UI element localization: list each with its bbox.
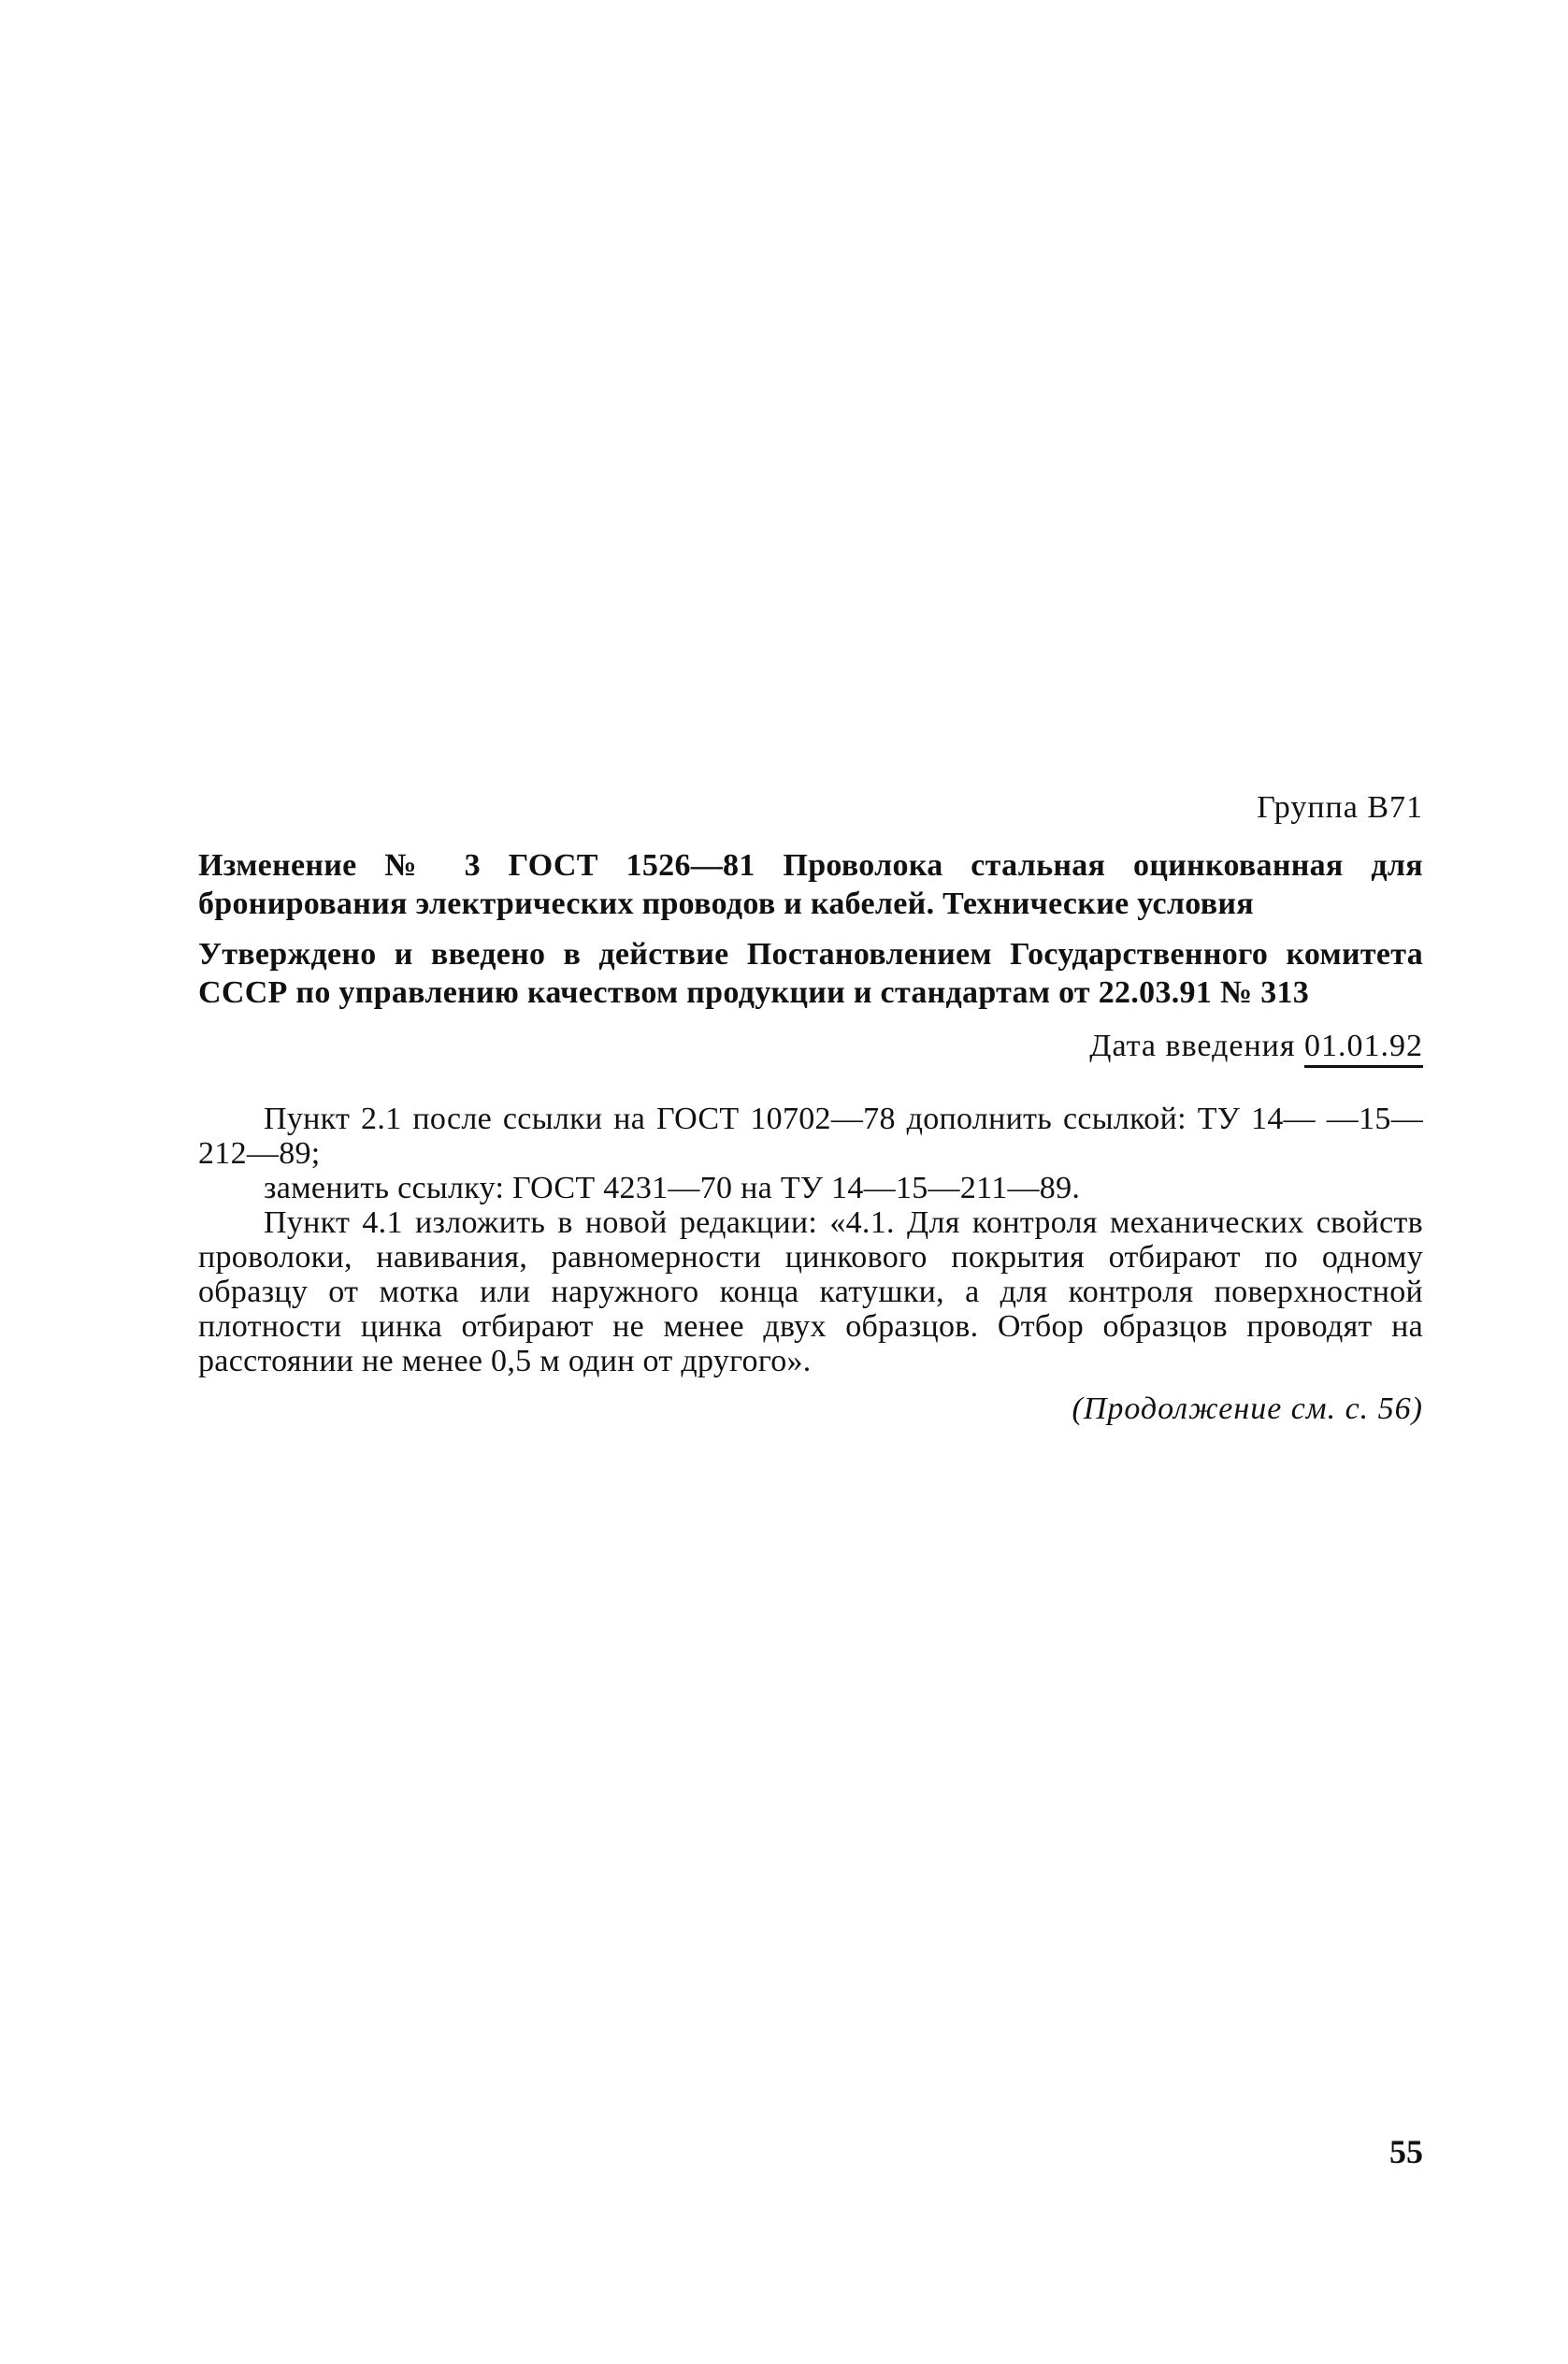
paragraph-4-1-text: Пункт 4.1 изложить в новой редакции: «4.1. Для контроля механических свойств проволоки, навивания, равномерности цинкового покрытия отбирают по одному образцу от мотка или наружного конца катушки, а для контроля поверхностной плотности цинка отбирают не менее двух образцов. Отбор образцов проводят на расстоянии не менее 0,5 м один от другого». <box>198 1205 1423 1378</box>
paragraph-replace-ref <box>198 1171 1423 1205</box>
effective-date-label: Дата введения <box>1089 1029 1296 1063</box>
change-title: Изменение № 3 ГОСТ 1526—81 Проволока стальная оцинкованная для бронирования электрических проводов и кабелей. Технические условия <box>198 848 1423 921</box>
page-number: 55 <box>1389 2133 1423 2170</box>
paragraph-2-1-text: Пункт 2.1 после ссылки на ГОСТ 10702—78 дополнить ссылкой: ТУ 14— —15—212—89; <box>198 1102 1423 1171</box>
effective-date <box>1089 1029 1423 1064</box>
paragraph-replace-ref-text: заменить ссылку: ГОСТ 4231—70 на ТУ 14—15—211—89. <box>264 1171 1081 1205</box>
paragraph-2-1 <box>198 1102 1423 1171</box>
amendment-body <box>198 1102 1423 1378</box>
continuation-note: (Продолжение см. с. 56) <box>1072 1391 1423 1426</box>
effective-date-value: 01.01.92 <box>1304 1029 1423 1068</box>
approval-statement: Утверждено и введено в действие Постановлением Государственного комитета СССР по управлению качеством продукции и стандартам от 22.03.91 № 313 <box>198 937 1423 1010</box>
paragraph-4-1 <box>198 1205 1423 1378</box>
group-label: Группа В71 <box>1257 790 1423 825</box>
